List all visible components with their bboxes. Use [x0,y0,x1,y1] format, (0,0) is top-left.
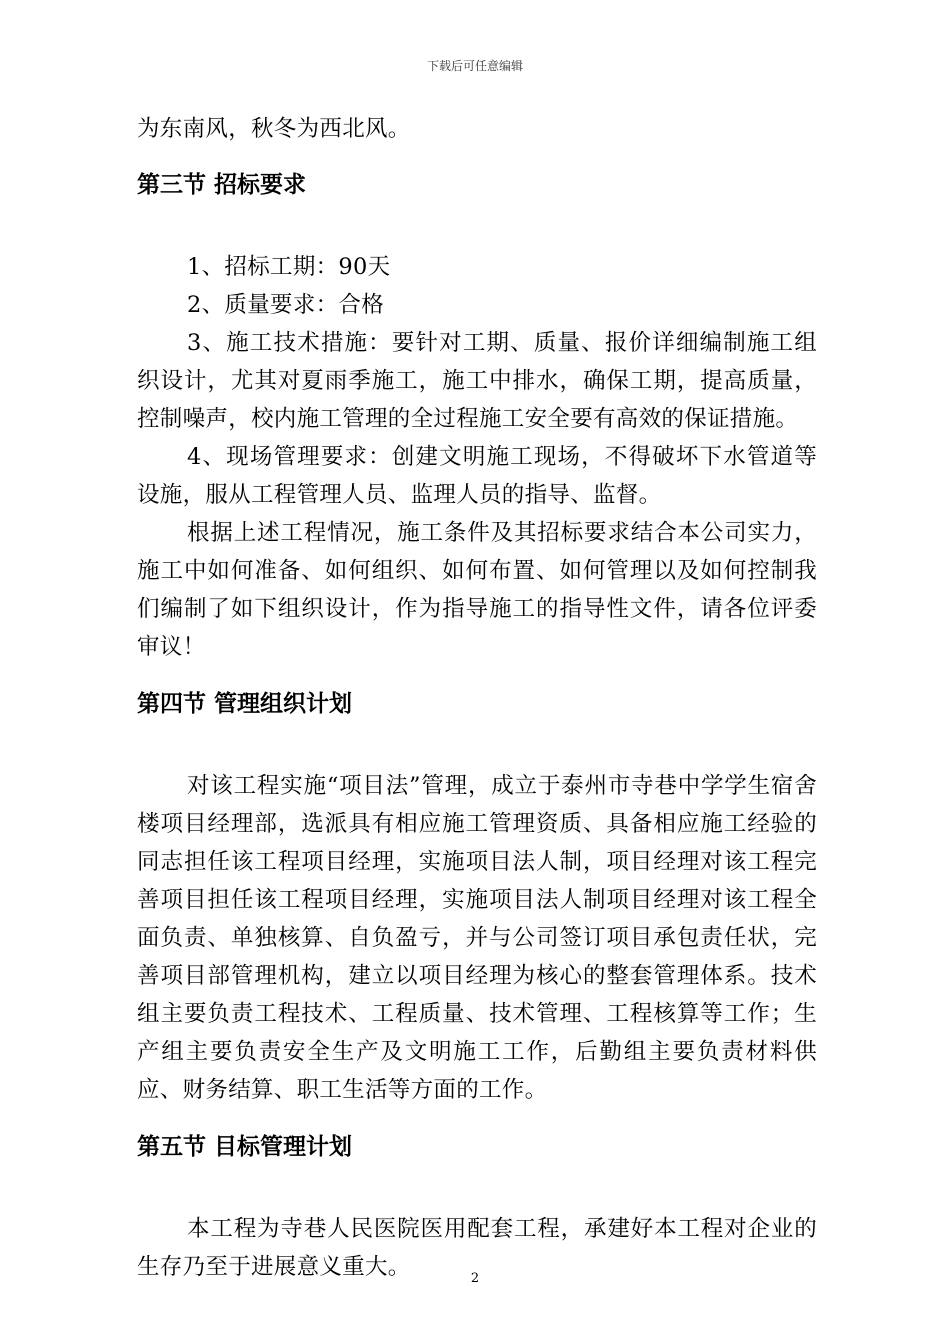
paragraph: 本工程为寺巷人民医院医用配套工程，承建好本工程对企业的生存乃至于进展意义重大。 [137,1216,817,1280]
paragraph: 2、质量要求：合格 [187,292,385,318]
paragraph: 根据上述工程情况，施工条件及其招标要求结合本公司实力，施工中如何准备、如何组织、如何布置、如何管理以及如何控制我们编制了如下组织设计，作为指导施工的指导性文件，请各位评委审议！ [137,520,817,660]
section-title-3: 第三节 招标要求 [137,172,307,198]
page-number: 2 [470,1271,480,1286]
paragraph: 4、现场管理要求：创建文明施工现场，不得破坏下水管道等设施，服从工程管理人员、监理人员的指导、监督。 [137,444,817,508]
paragraph: 3、施工技术措施：要针对工期、质量、报价详细编制施工组织设计，尤其对夏雨季施工，施工中排水，确保工期，提高质量，控制噪声，校内施工管理的全过程施工安全要有高效的保证措施。 [137,330,817,432]
section-title-4: 第四节 管理组织计划 [137,691,353,717]
paragraph: 对该工程实施“项目法”管理，成立于泰州市寺巷中学学生宿舍楼项目经理部，选派具有相应施工管理资质、具备相应施工经验的同志担任该工程项目经理，实施项目法人制，项目经理对该工程完善项目担任该工程项目经理，实施项目法人制项目经理对该工程全面负责、单独核算、自负盈亏，并与公司签订项目承包责任状，完善项目部管理机构，建立以项目经理为核心的整套管理体系。技术组主要负责工程技术、工程质量、技术管理、工程核算等工作；生产组主要负责安全生产及文明施工工作，后勤组主要负责材料供应、财务结算、职工生活等方面的工作。 [137,773,817,1103]
section-title-5: 第五节 目标管理计划 [137,1134,353,1160]
header-note: 下载后可任意编辑 [426,59,523,73]
continuation-paragraph: 为东南风，秋冬为西北风。 [137,116,411,142]
document-body [137,110,817,1286]
paragraph: 1、招标工期：90天 [187,254,391,280]
